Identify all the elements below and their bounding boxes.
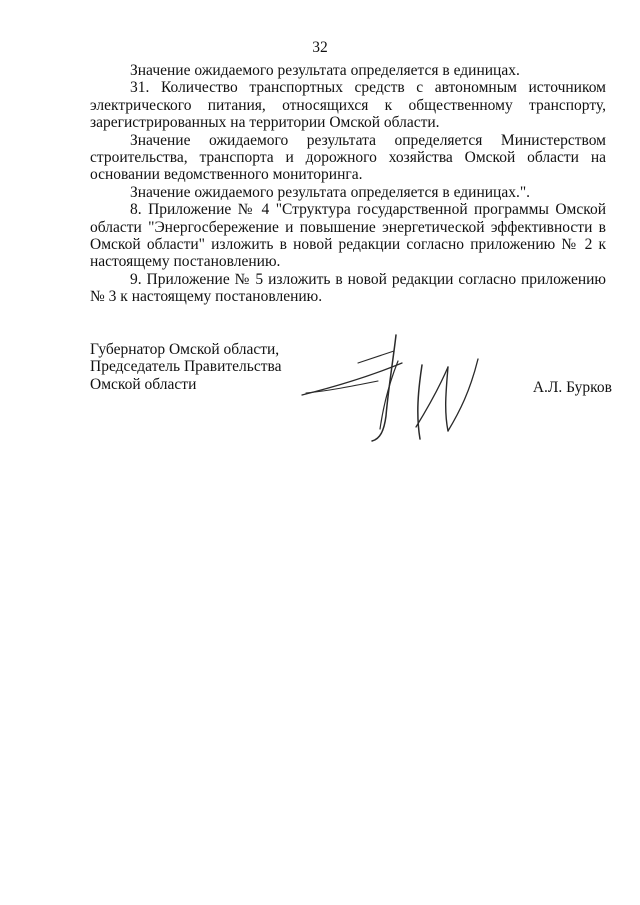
paragraph-item-8: 8. Приложение № 4 "Структура государственной программы Омской области "Энергосбережение и повышение энергетической эффективности в Омской области" изложить в новой редакции согласно приложению № 2 к настоящему постановлению. xyxy=(90,201,606,271)
signer-title-line: Омской области xyxy=(90,375,197,393)
document-body xyxy=(90,62,606,306)
paragraph-unit-note-closing: Значение ожидаемого результата определяется в единицах.". xyxy=(130,183,531,201)
paragraph-ministry-note: Значение ожидаемого результата определяется Министерством строительства, транспорта и дорожного хозяйства Омской области на основании ведомственного мониторинга. xyxy=(90,131,606,184)
handwritten-signature xyxy=(298,331,498,451)
signature-block xyxy=(90,341,612,461)
signer-title-line: Губернатор Омской области, xyxy=(90,341,280,358)
paragraph-item-9: 9. Приложение № 5 изложить в новой редакции согласно приложению № 3 к настоящему постановлению. xyxy=(90,270,606,306)
signer-name: А.Л. Бурков xyxy=(532,379,612,396)
signer-title xyxy=(90,341,282,393)
page-number: 32 xyxy=(312,39,328,56)
paragraph-item-31: 31. Количество транспортных средств с автономным источником электрического питания, относящихся к общественному транспорту, зарегистрированных на территории Омской области. xyxy=(90,79,606,132)
signer-title-line: Председатель Правительства xyxy=(90,358,282,376)
paragraph-unit-note: Значение ожидаемого результата определяется в единицах. xyxy=(130,62,520,79)
